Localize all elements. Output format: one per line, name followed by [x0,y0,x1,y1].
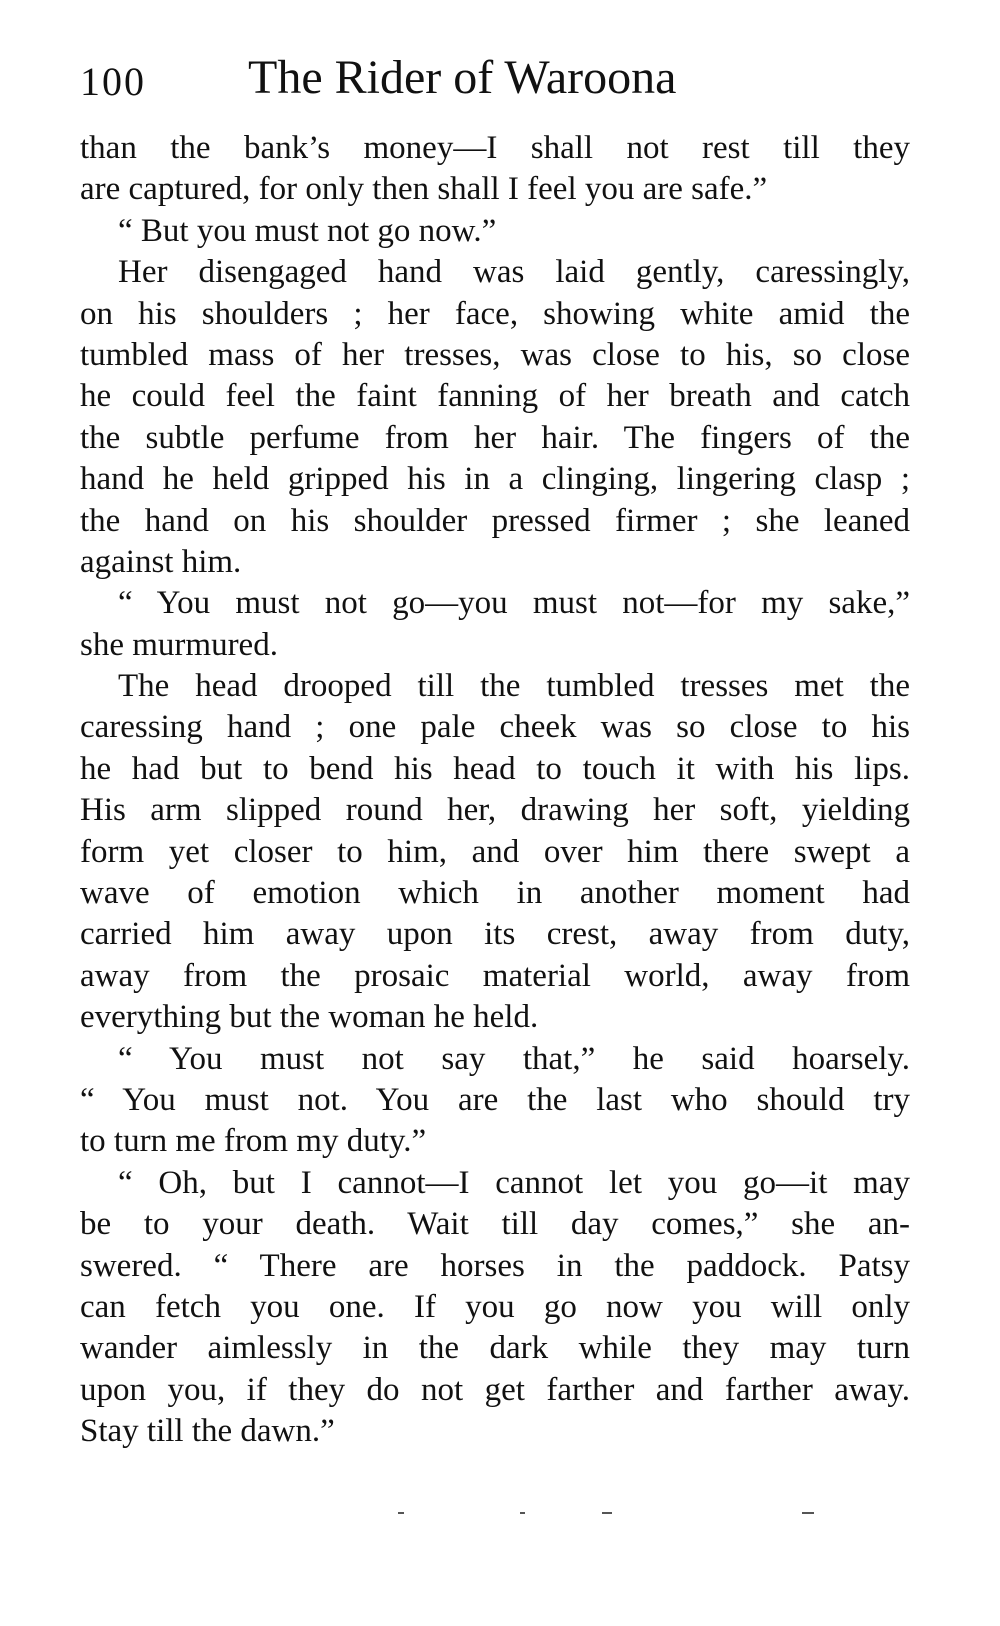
text-line: “ But you must not go now.” [118,212,497,249]
text-line: be to your death. Wait till day comes,” she an- [80,1206,910,1243]
text-line: Stay till the dawn.” [80,1413,335,1450]
text-line: than the bank’s money—I shall not rest till they [80,130,910,166]
scan-artifact-marks [80,1512,910,1516]
text-line: “ You must not. You are the last who should try [80,1081,910,1118]
text-line: away from the prosaic material world, away from [80,957,910,994]
running-title: The Rider of Waroona [248,51,677,104]
text-line: His arm slipped round her, drawing her soft, yielding [80,792,910,829]
page-number: 100 [80,59,146,104]
text-line: Her disengaged hand was laid gently, caressingly, [118,254,910,291]
text-line: “ Oh, but I cannot—I cannot let you go—it may [118,1164,910,1201]
text-line: “ You must not say that,” he said hoarsely. [118,1040,910,1077]
text-line: form yet closer to him, and over him there swept a [80,833,910,870]
text-line: hand he held gripped his in a clinging, lingering clasp ; [80,461,910,498]
text-line: the subtle perfume from her hair. The fingers of the [80,419,910,456]
text-line: The head drooped till the tumbled tresses met the [118,668,910,705]
text-line: can fetch you one. If you go now you will only [80,1288,910,1325]
body-text [80,128,910,1453]
text-line: he had but to bend his head to touch it with his lips. [80,750,910,787]
text-line: he could feel the faint fanning of her breath and catch [80,378,910,415]
text-line: carried him away upon its crest, away from duty, [80,916,910,953]
text-line: everything but the woman he held. [80,999,539,1036]
text-line: upon you, if they do not get farther and farther away. [80,1371,910,1408]
text-line: against him. [80,543,242,580]
book-page [80,0,910,1626]
text-line: tumbled mass of her tresses, was close to his, so close [80,336,910,373]
text-line: caressing hand ; one pale cheek was so close to his [80,709,910,746]
text-line: on his shoulders ; her face, showing white amid the [80,295,910,332]
page-header [80,50,910,110]
text-line: the hand on his shoulder pressed firmer ; she leaned [80,502,910,539]
text-line: wave of emotion which in another moment had [80,875,910,912]
text-line: wander aimlessly in the dark while they may turn [80,1330,910,1367]
text-line: swered. “ There are horses in the paddock. Patsy [80,1247,910,1284]
text-line: “ You must not go—you must not—for my sake,” [118,585,910,622]
text-line: she murmured. [80,626,278,663]
text-line: are captured, for only then shall I feel you are safe.” [80,171,768,208]
text-line: to turn me from my duty.” [80,1123,427,1160]
